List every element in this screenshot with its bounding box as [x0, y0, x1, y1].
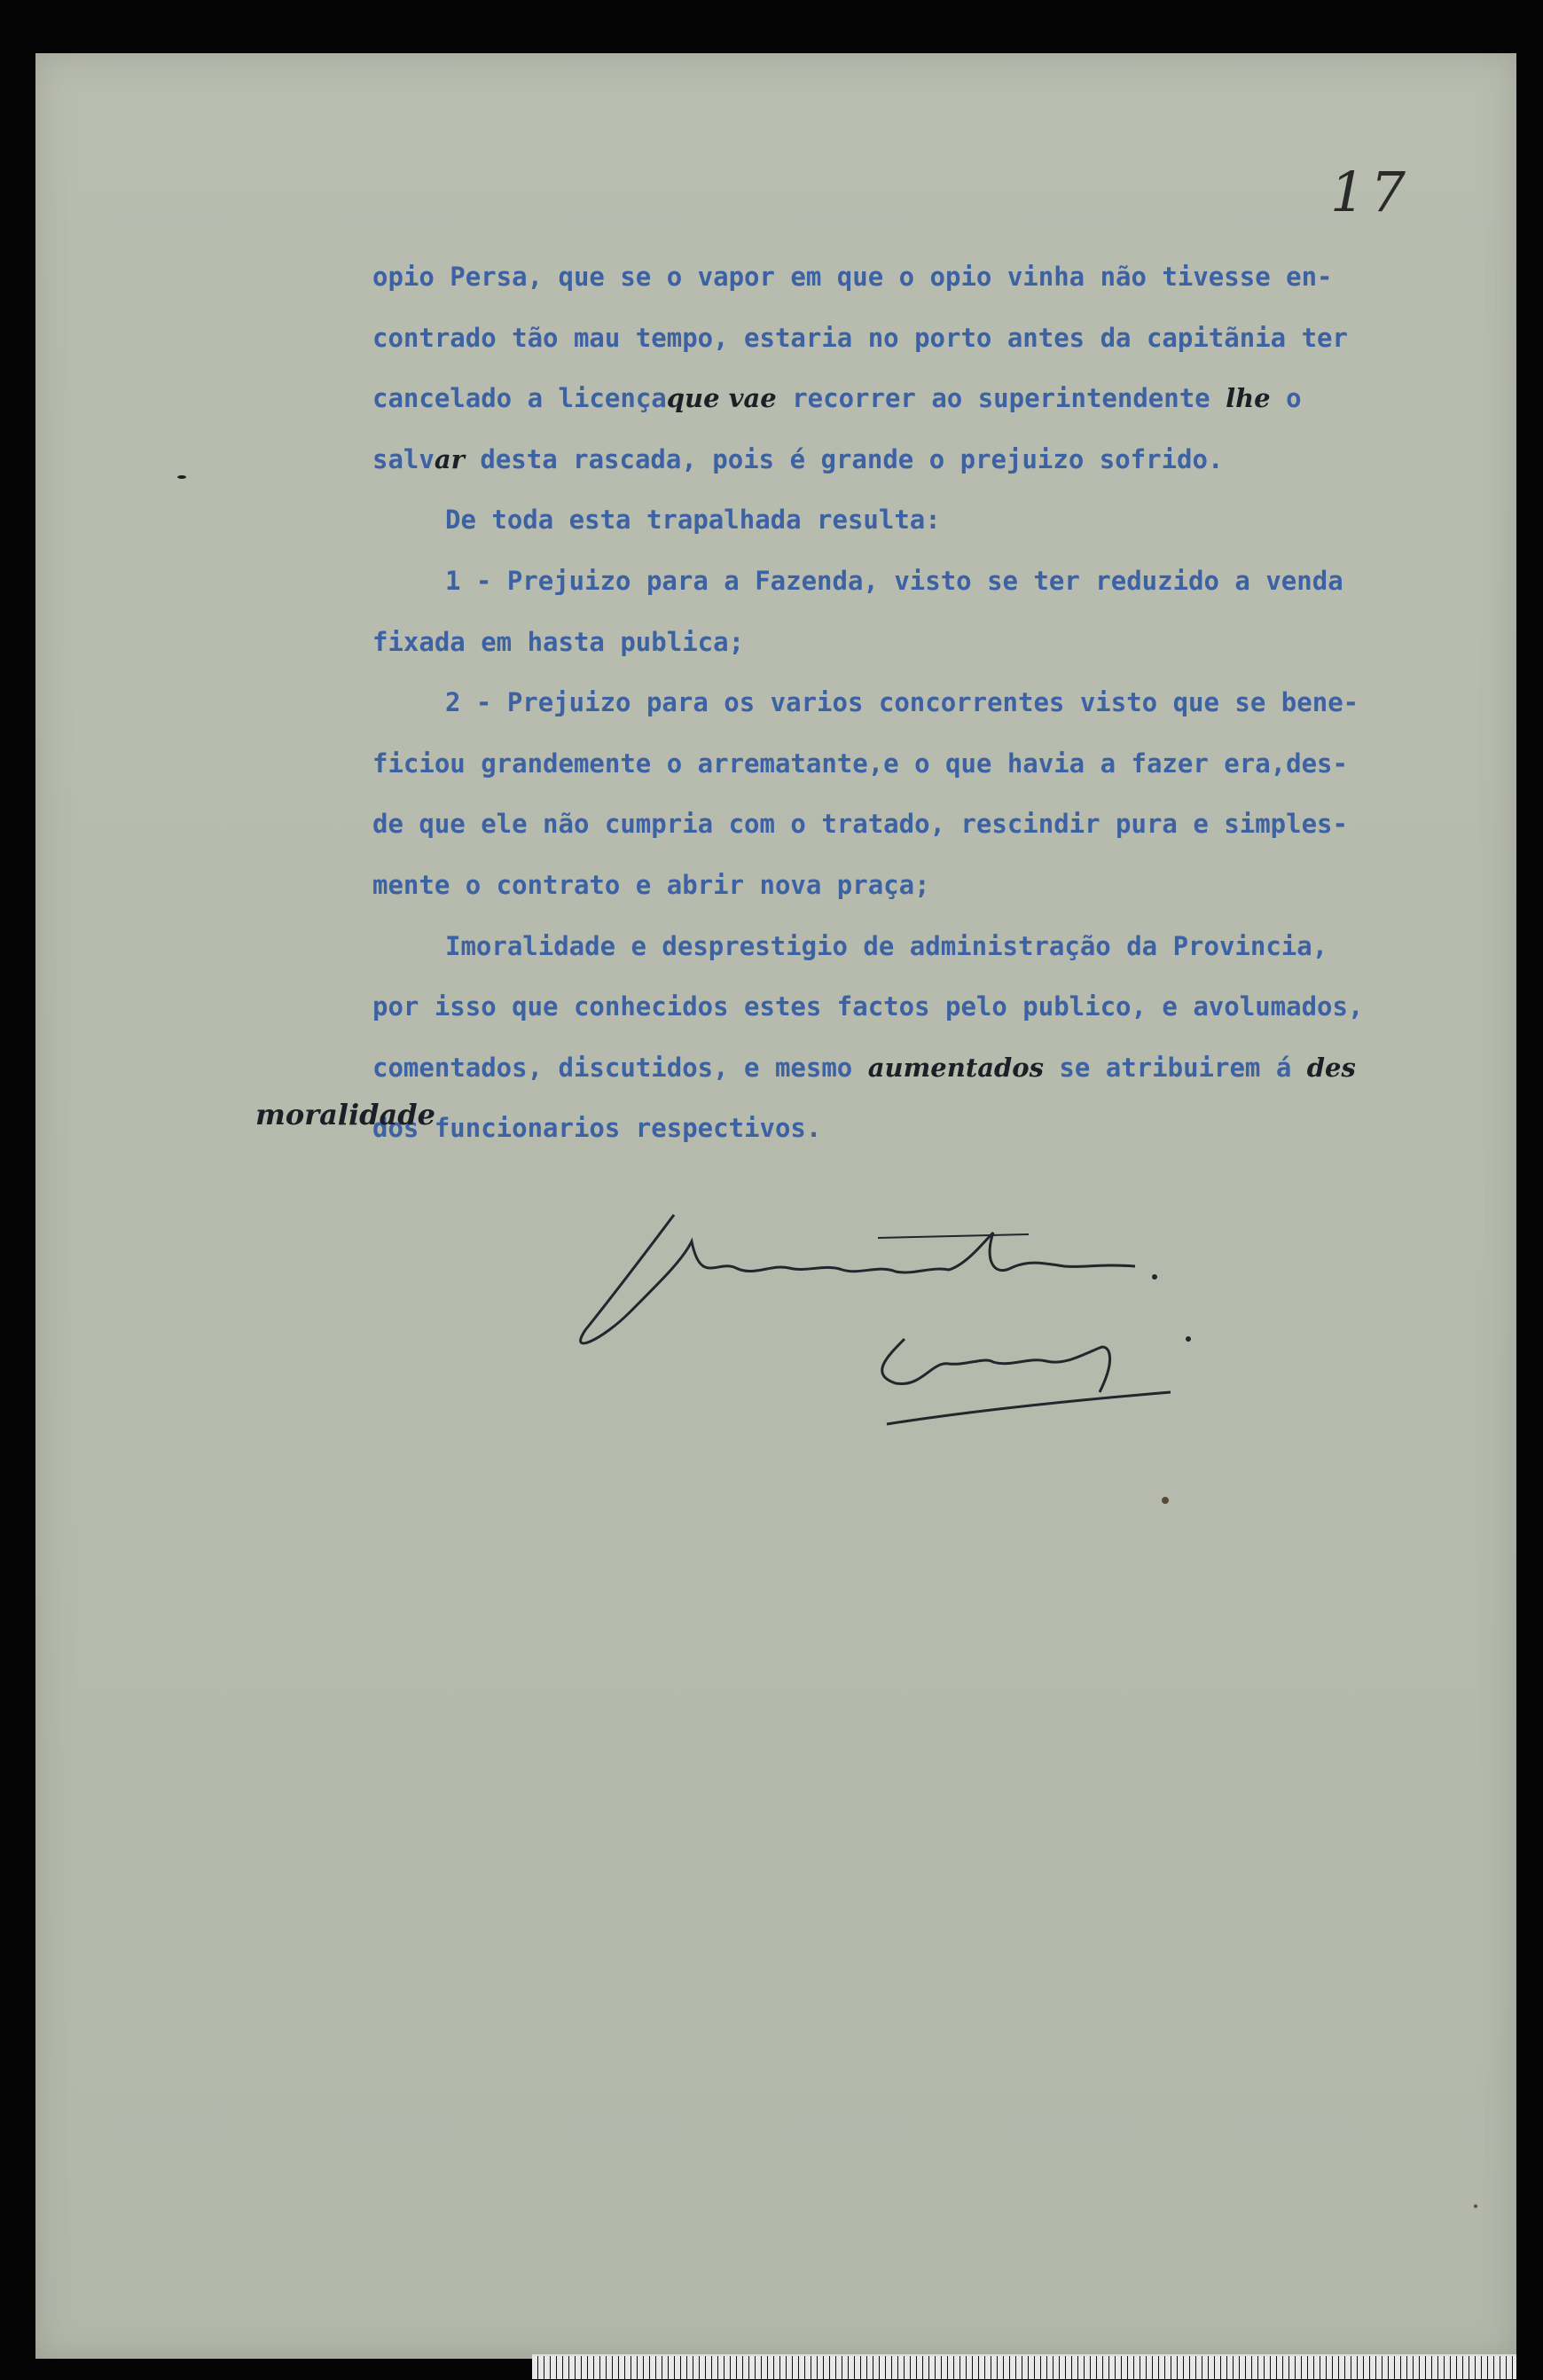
typed-text-body	[372, 247, 1525, 1159]
page-number: 17	[1330, 160, 1411, 224]
text-line-4: salvar desta rascada, pois é grande o prejuizo sofrido.	[372, 443, 1224, 474]
handwritten-signature	[568, 1179, 1490, 1472]
text-line-13: por isso que conhecidos estes factos pelo publico, e avolumados,	[372, 991, 1364, 1022]
text-line-6: 1 - Prejuizo para a Fazenda, visto se ter reduzido a venda	[445, 565, 1343, 596]
text-line-10: de que ele não cumpria com o tratado, rescindir pura e simples-	[372, 809, 1348, 840]
text-line-1: opio Persa, que se o vapor em que o opio vinha não tivesse en-	[372, 262, 1333, 292]
scale-ruler	[532, 2354, 1516, 2379]
text-line-11: mente o contrato e abrir nova praça;	[372, 869, 930, 900]
text-line-15: dos funcionarios respectivos.	[372, 1113, 822, 1144]
ink-mark	[177, 475, 186, 479]
text-line-2: contrado tão mau tempo, estaria no porto antes da capitãnia ter	[372, 322, 1348, 353]
handwritten-correction: ar	[434, 443, 465, 474]
handwritten-margin-note: moralidade	[255, 1098, 435, 1131]
text-line-8: 2 - Prejuizo para os varios concorrentes visto que se bene-	[445, 687, 1359, 718]
text-line-3: cancelado a licençaque vae recorrer ao superintendente lhe o	[372, 383, 1302, 414]
paper-speck	[1162, 1497, 1169, 1504]
text-line-5: De toda esta trapalhada resulta:	[445, 505, 941, 536]
text-line-14: comentados, discutidos, e mesmo aumentados se atribuirem á des	[372, 1052, 1356, 1083]
handwritten-insertion: aumentados	[867, 1052, 1044, 1083]
handwritten-correction: lhe	[1226, 383, 1271, 414]
text-line-9: ficiou grandemente o arrematante,e o que havia a fazer era,des-	[372, 748, 1348, 779]
handwritten-insertion: que vae	[666, 383, 777, 414]
handwritten-insertion: des	[1306, 1052, 1356, 1083]
document-page	[35, 53, 1516, 2359]
text-line-12: Imoralidade e desprestigio de administração da Provincia,	[445, 930, 1328, 961]
paper-speck	[1474, 2204, 1477, 2208]
text-line-7: fixada em hasta publica;	[372, 626, 745, 657]
